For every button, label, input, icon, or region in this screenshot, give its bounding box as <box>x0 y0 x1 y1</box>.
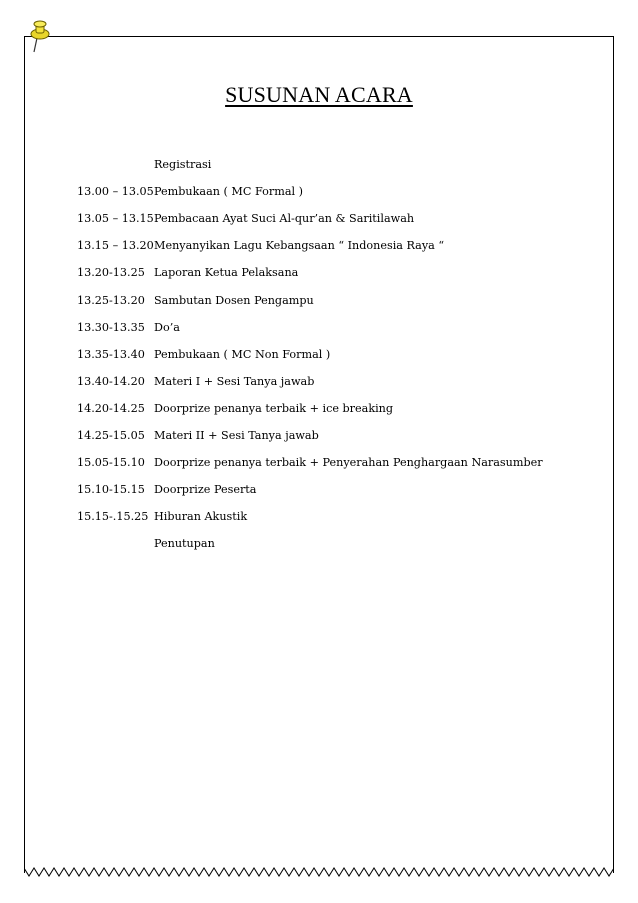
schedule-activity: Laporan Ketua Pelaksana <box>154 266 299 280</box>
schedule-time: 13.40-14.20 <box>77 374 145 388</box>
schedule-row <box>77 286 597 313</box>
schedule-time: 13.20-13.25 <box>77 266 145 280</box>
schedule-time: 15.10-15.15 <box>77 483 145 497</box>
schedule-activity: Materi I + Sesi Tanya jawab <box>154 374 315 388</box>
schedule-row <box>77 449 597 476</box>
schedule-activity: Materi II + Sesi Tanya jawab <box>154 428 319 442</box>
schedule-activity: Penutupan <box>154 537 215 551</box>
schedule-row <box>77 476 597 503</box>
schedule-activity: Registrasi <box>154 158 212 172</box>
schedule-activity: Pembukaan ( MC Formal ) <box>154 185 304 199</box>
schedule-activity: Doorprize Peserta <box>154 483 257 497</box>
schedule-activity: Do’a <box>154 320 180 334</box>
schedule-activity: Hiburan Akustik <box>154 510 248 524</box>
schedule-row <box>77 151 597 178</box>
schedule-time: 13.05 – 13.15 <box>77 212 154 226</box>
schedule-activity: Doorprize penanya terbaik + ice breaking <box>154 401 394 415</box>
page-title <box>0 82 638 108</box>
schedule-time: 15.05-15.10 <box>77 456 145 470</box>
schedule-row <box>77 232 597 259</box>
schedule-time: 13.25-13.20 <box>77 293 145 307</box>
schedule-row <box>77 314 597 341</box>
page-title-text: SUSUNAN ACARA <box>225 82 413 107</box>
schedule-row <box>77 178 597 205</box>
schedule-time: 14.20-14.25 <box>77 401 145 415</box>
schedule-list <box>77 151 597 557</box>
schedule-row <box>77 422 597 449</box>
zigzag-bottom-border <box>24 866 614 880</box>
schedule-time: 13.30-13.35 <box>77 320 145 334</box>
schedule-activity: Pembacaan Ayat Suci Al-qur’an & Saritilawah <box>154 212 415 226</box>
schedule-row <box>77 503 597 530</box>
schedule-activity: Sambutan Dosen Pengampu <box>154 293 314 307</box>
schedule-row <box>77 368 597 395</box>
schedule-activity: Pembukaan ( MC Non Formal ) <box>154 347 331 361</box>
schedule-time: 13.15 – 13.20 <box>77 239 154 253</box>
schedule-activity: Menyanyikan Lagu Kebangsaan “ Indonesia Raya “ <box>154 239 445 253</box>
schedule-time: 15.15-.15.25 <box>77 510 149 524</box>
schedule-time: 14.25-15.05 <box>77 428 145 442</box>
schedule-row <box>77 530 597 557</box>
schedule-row <box>77 395 597 422</box>
schedule-row <box>77 259 597 286</box>
schedule-row <box>77 205 597 232</box>
pushpin-icon <box>26 20 52 54</box>
schedule-activity: Doorprize penanya terbaik + Penyerahan Penghargaan Narasumber <box>154 456 543 470</box>
schedule-row <box>77 341 597 368</box>
schedule-time: 13.35-13.40 <box>77 347 145 361</box>
schedule-time: 13.00 – 13.05 <box>77 185 154 199</box>
